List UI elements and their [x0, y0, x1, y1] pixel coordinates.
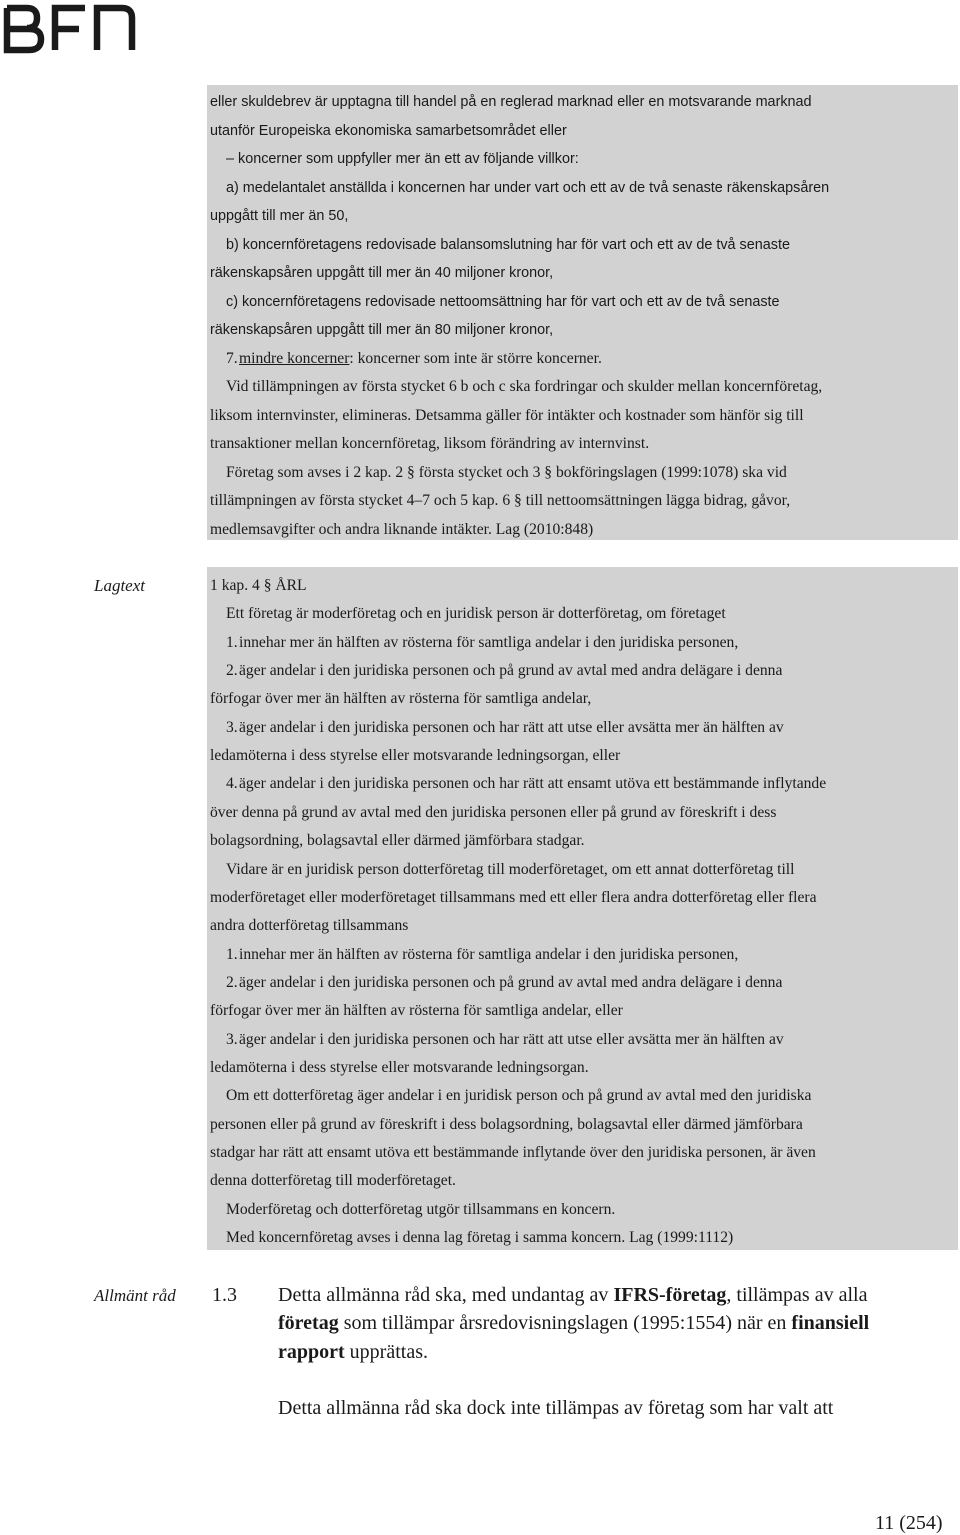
defined-term: rapport: [278, 1341, 345, 1363]
line-text: Om ett dotterföretag äger andelar i en juridisk person och på grund av avtal med den juridiska: [226, 1087, 812, 1104]
list-number: 2.: [226, 974, 238, 991]
text-line: medlemsavgifter och andra liknande intäkter. Lag (2010:848): [210, 521, 594, 538]
text-line: [210, 1171, 456, 1191]
text-line: [210, 1058, 589, 1078]
line-text: Moderföretag och dotterföretag utgör tillsammans en koncern.: [226, 1201, 616, 1218]
text-line: transaktioner mellan koncernföretag, liksom förändring av internvinst.: [210, 435, 650, 452]
numbered-item: [226, 774, 826, 794]
text-line: [226, 604, 726, 624]
text-line: [226, 860, 794, 880]
defined-term: IFRS-företag: [613, 1284, 727, 1306]
allmant-rad-label: Allmänt råd: [94, 1286, 176, 1305]
defined-term: mindre koncerner: [239, 350, 350, 367]
line-text: ledamöterna i dess styrelse eller motsvarande ledningsorgan.: [210, 1059, 589, 1076]
list-number: 3.: [226, 1031, 238, 1048]
text-line: [210, 1143, 816, 1163]
text-line: räkenskapsåren uppgått till mer än 80 miljoner kronor,: [210, 322, 554, 338]
line-text: förfogar över mer än hälften av rösterna för samtliga andelar,: [210, 690, 592, 707]
rule-text-line: Detta allmänna råd ska dock inte tillämpas av företag som har valt att: [278, 1397, 834, 1419]
numbered-item: [226, 1030, 784, 1050]
numbered-item: [226, 945, 738, 965]
line-text: Vidare är en juridisk person dotterföretag till moderföretaget, om ett annat dotterföretag till: [226, 861, 795, 878]
list-number: 1.: [226, 634, 238, 651]
bfn-logo: [3, 4, 137, 54]
text-line: Företag som avses i 2 kap. 2 § första stycket och 3 § bokföringslagen (1999:1078) ska vid: [226, 464, 787, 481]
text-line: [226, 1086, 811, 1106]
line-text: förfogar över mer än hälften av rösterna för samtliga andelar, eller: [210, 1002, 623, 1019]
definition-item-7: [226, 349, 602, 369]
text-line: [226, 1228, 733, 1248]
text-line: tillämpningen av första stycket 4–7 och 5 kap. 6 § till nettoomsättningen lägga bidrag, gåvor,: [210, 492, 791, 509]
line-text: ledamöterna i dess styrelse eller motsvarande ledningsorgan, eller: [210, 747, 621, 764]
line-text: bolagsordning, bolagsavtal eller därmed jämförbara stadgar.: [210, 832, 585, 849]
text-line: Vid tillämpningen av första stycket 6 b och c ska fordringar och skulder mellan koncernföretag,: [226, 378, 823, 395]
line-text: över denna på grund av avtal med den juridiska personen eller på grund av föreskrift i dess: [210, 804, 777, 821]
line-text: stadgar har rätt att ensamt utöva ett bestämmande inflytande över den juridiska personen, är även: [210, 1144, 816, 1161]
numbered-item: [226, 718, 784, 738]
text-line: a) medelantalet anställda i koncernen har under vart och ett av de två senaste räkenskapsåren: [226, 180, 830, 196]
line-text: andra dotterföretag tillsammans: [210, 917, 409, 934]
text-line: [210, 831, 585, 851]
page-number: 11 (254): [875, 1512, 943, 1534]
rule-text-line: Detta allmänna råd ska, med undantag av IFRS-företag, tillämpas av alla: [278, 1284, 868, 1306]
text-line: c) koncernföretagens redovisade nettoomsättning har för vart och ett av de två senaste: [226, 294, 780, 310]
line-text: innehar mer än hälften av rösterna för samtliga andelar i den juridiska personen,: [239, 946, 739, 963]
text-line: [210, 746, 620, 766]
text-line: [210, 916, 408, 936]
rule-number: 1.3: [212, 1284, 237, 1306]
line-text: denna dotterföretag till moderföretaget.: [210, 1172, 456, 1189]
line-text: äger andelar i den juridiska personen och på grund av avtal med andra delägare i denna: [239, 662, 783, 679]
line-text: personen eller på grund av föreskrift i dess bolagsordning, bolagsavtal eller därmed jämförbara: [210, 1116, 803, 1133]
line-text: äger andelar i den juridiska personen och på grund av avtal med andra delägare i denna: [239, 974, 783, 991]
rule-text-line: rapport upprättas.: [278, 1341, 428, 1363]
line-text: 1 kap. 4 § ÅRL: [210, 577, 307, 594]
defined-term: finansiell: [791, 1312, 870, 1334]
line-text: Med koncernföretag avses i denna lag företag i samma koncern. Lag (1999:1112): [226, 1229, 734, 1246]
line-text: moderföretaget eller moderföretaget tillsammans med ett eller flera andra dotterföretag eller flera: [210, 889, 817, 906]
text-line: – koncerner som uppfyller mer än ett av följande villkor:: [226, 151, 579, 167]
text-line: räkenskapsåren uppgått till mer än 40 miljoner kronor,: [210, 265, 554, 281]
text-line: utanför Europeiska ekonomiska samarbetsområdet eller: [210, 123, 567, 139]
text-line: liksom internvinster, elimineras. Detsamma gäller för intäkter och kostnader som hänför sig till: [210, 407, 804, 424]
list-number: 1.: [226, 946, 238, 963]
text-line: [210, 1115, 803, 1135]
rule-text-line: företag som tillämpar årsredovisningslagen (1995:1554) när en finansiell: [278, 1312, 870, 1334]
line-text: äger andelar i den juridiska personen och har rätt att utse eller avsätta mer än hälften av: [239, 1031, 784, 1048]
line-text: äger andelar i den juridiska personen och har rätt att utse eller avsätta mer än hälften av: [239, 719, 784, 736]
numbered-item: [226, 973, 782, 993]
list-number: 7.: [226, 350, 238, 367]
line-text: innehar mer än hälften av rösterna för samtliga andelar i den juridiska personen,: [239, 634, 739, 651]
list-number: 4.: [226, 775, 238, 792]
line-text: Ett företag är moderföretag och en juridisk person är dotterföretag, om företaget: [226, 605, 726, 622]
line-text: äger andelar i den juridiska personen och har rätt att ensamt utöva ett bestämmande inflytande: [239, 775, 827, 792]
text-line: [210, 576, 307, 596]
text-line: [210, 689, 591, 709]
defined-term: företag: [278, 1312, 339, 1334]
text-line: [226, 1200, 615, 1220]
list-number: 2.: [226, 662, 238, 679]
lagtext-label: Lagtext: [94, 576, 145, 595]
numbered-item: [226, 633, 738, 653]
text-line: uppgått till mer än 50,: [210, 208, 349, 224]
list-number: 3.: [226, 719, 238, 736]
text-line: b) koncernföretagens redovisade balansomslutning har för vart och ett av de två senaste: [226, 237, 790, 253]
text-line: [210, 888, 817, 908]
numbered-item: [226, 661, 782, 681]
text-line: [210, 1001, 623, 1021]
text-line: [210, 803, 776, 823]
definition-text: : koncerner som inte är större koncerner.: [349, 350, 602, 367]
text-line: eller skuldebrev är upptagna till handel på en reglerad marknad eller en motsvarande marknad: [210, 94, 812, 110]
